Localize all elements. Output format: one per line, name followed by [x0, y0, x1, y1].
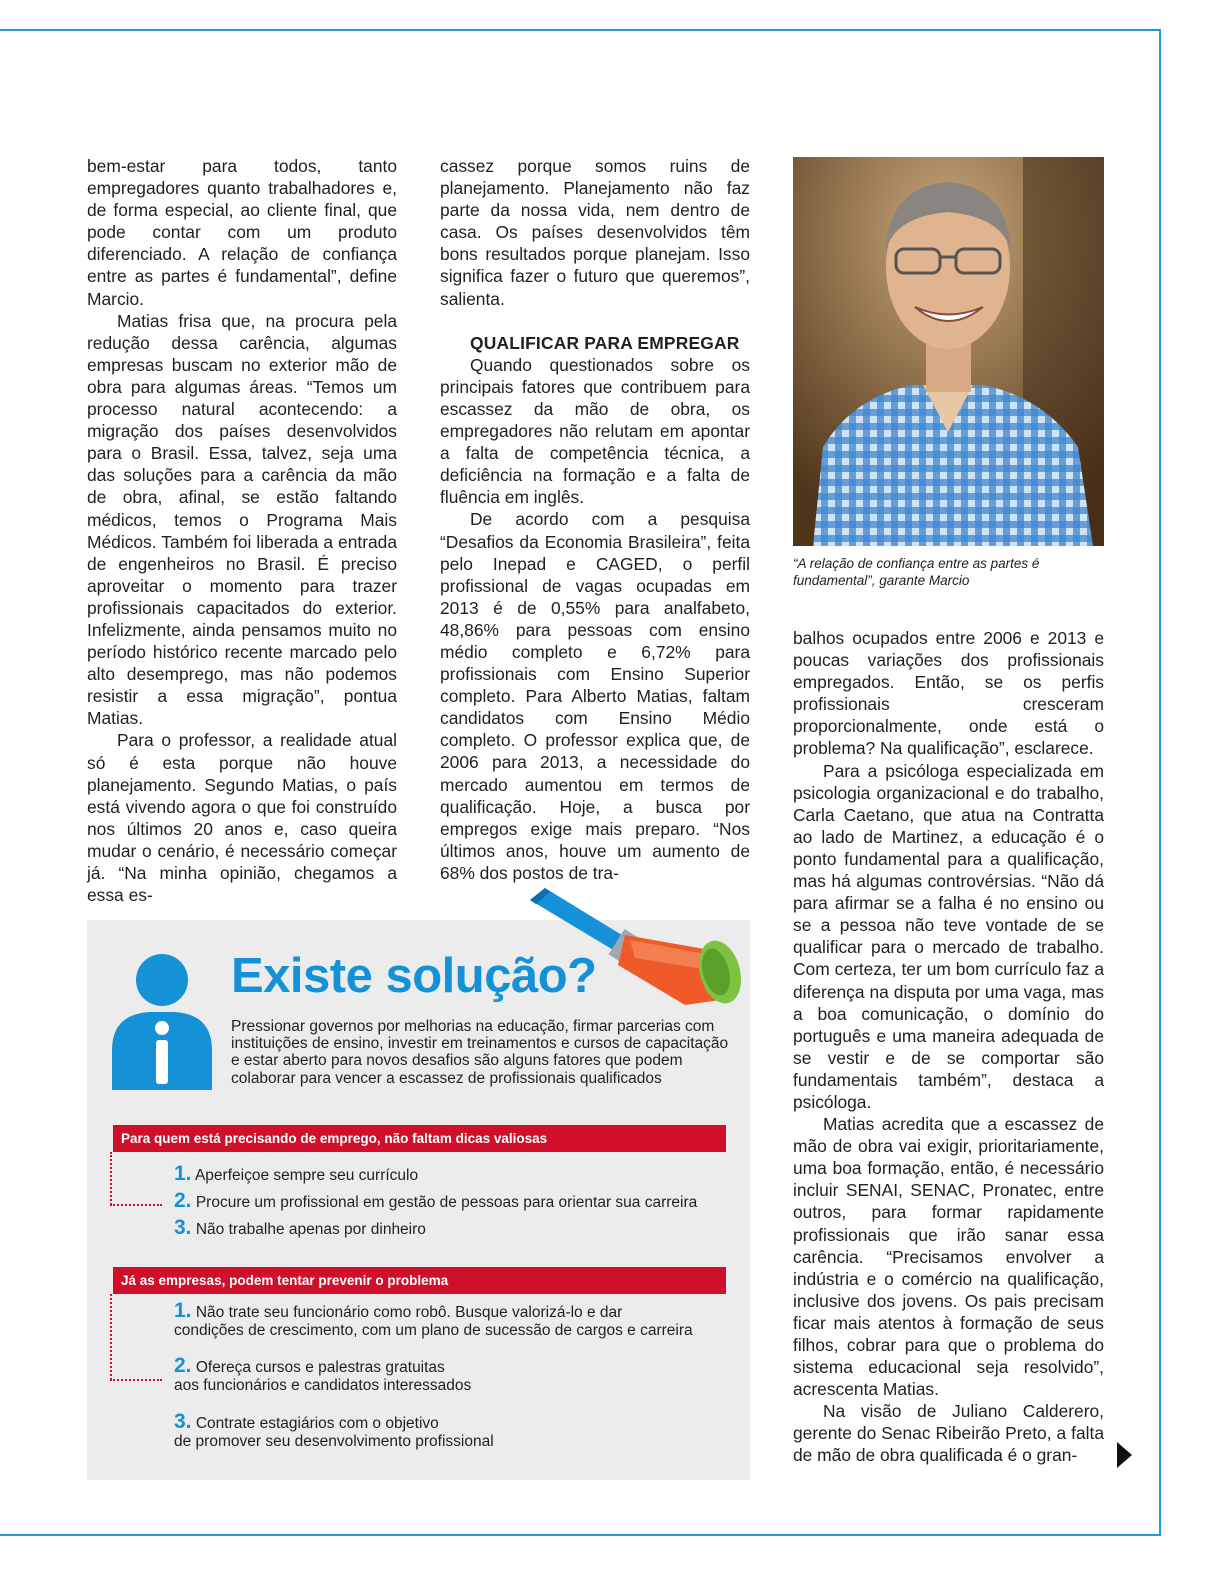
- list-text: Ofereça cursos e palestras gratuitas: [195, 1359, 445, 1376]
- list-item: [174, 1410, 494, 1451]
- paragraph: Quando questionados sobre os principais fatores que contribuem para escassez da mão de obra, os empregadores não relutam em apontar a falta de competência técnica, a deficiência na formação e a falta de fluência em inglês.: [440, 354, 750, 508]
- list-item: [174, 1189, 698, 1212]
- dotted-connector: [110, 1379, 162, 1381]
- paragraph: balhos ocupados entre 2006 e 2013 e poucas variações dos profissionais empregados. Então, se os perfis profissionais cresceram proporcionalmente, onde está o problema? Na qualificação”, esclarece.: [793, 628, 1104, 759]
- dotted-connector: [110, 1152, 112, 1205]
- paragraph: Na visão de Juliano Calderero, gerente do Senac Ribeirão Preto, a falta de mão de obra qualificada é o gran-: [793, 1401, 1104, 1466]
- list-number: 3.: [174, 1410, 192, 1433]
- list-number: 1.: [174, 1162, 192, 1185]
- dotted-connector: [110, 1294, 112, 1380]
- paragraph: De acordo com a pesquisa “Desafios da Economia Brasileira”, feita pelo Inepad e CAGED, o perfil profissional de vagas ocupadas em 2013 é de 0,55% para analfabeto, 48,86% para pessoas com ensino médio completo e 6,72% para profissionais com Ensino Superior completo. Para Alberto Matias, faltam candidatos com Ensino Médio completo. O professor explica que, de 2006 para 2013, a necessidade do mercado aumentou em termos de qualificação. Hoje, a busca por empregos exige mais preparo. “Nos últimos anos, houve um aumento de 68% dos postos de tra-: [440, 509, 750, 883]
- portrait-photo: [793, 157, 1104, 546]
- list-text: Não trabalhe apenas por dinheiro: [195, 1221, 426, 1238]
- article-column-2: [440, 155, 750, 884]
- list-number: 2.: [174, 1189, 192, 1212]
- paragraph: bem-estar para todos, tanto empregadores quanto trabalhadores e, de forma especial, ao cliente final, que pode contar com um produto diferenciado. A relação de confiança entre as partes é fundamental”, define Marcio.: [87, 156, 397, 309]
- list-item: [174, 1299, 693, 1340]
- dotted-connector: [110, 1204, 162, 1206]
- box-title: Existe solução?: [231, 949, 597, 1003]
- paragraph: cassez porque somos ruins de planejamento. Planejamento não faz parte da nossa vida, nem dentro de casa. Os países desenvolvidos têm bons resultados porque planejam. Isso significa fazer o futuro que queremos”, salienta.: [440, 156, 750, 309]
- section-band: Para quem está precisando de emprego, não faltam dicas valiosas: [113, 1125, 726, 1152]
- paragraph: Para o professor, a realidade atual só é esta porque não houve planejamento. Segundo Matias, o país está vivendo agora o que foi construído nos últimos 20 anos e, caso queira mudar o cenário, é necessário começar já. “Na minha opinião, chegamos a essa es-: [87, 730, 397, 906]
- list-text: Procure um profissional em gestão de pessoas para orientar sua carreira: [195, 1194, 698, 1211]
- list-number: 1.: [174, 1299, 192, 1322]
- continue-arrow-icon: [1117, 1442, 1132, 1468]
- box-intro: Pressionar governos por melhorias na educação, firmar parcerias com instituições de ensino, investir em treinamentos e cursos de capacitação e estar aberto para novos desafios são alguns fatores que podem colaborar para vencer a escassez de profissionais qualificados: [231, 1018, 729, 1087]
- paragraph: Para a psicóloga especializada em psicologia organizacional e do trabalho, Carla Caetano, que atua na Contratta ao lado de Martinez, a educação é o ponto fundamental para a qualificação, mas há algumas controvérsias. “Não dá para afirmar se a falha é no ensino ou se a pessoa não teve vontade de se qualificar para o mercado de trabalho. Com certeza, ter um bom currículo faz a diferença na disputa por uma vaga, mas a boa comunicação, o domínio do português e uma maneira adequada de se vestir e de se comportar são fundamentais também”, destaca a psicóloga.: [793, 760, 1104, 1112]
- list-text: Contrate estagiários com o objetivo: [195, 1415, 439, 1432]
- article-column-1: [87, 155, 397, 906]
- list-item: [174, 1162, 419, 1185]
- list-number: 2.: [174, 1354, 192, 1377]
- person-info-icon: [110, 950, 215, 1090]
- paragraph: Matias frisa que, na procura pela redução dessa carência, algumas empresas buscam no exterior mão de obra para algumas áreas. “Temos um processo natural acontecendo: a migração dos países desenvolvidos para o Brasil. Essa, talvez, seja uma das soluções para a carência da mão de obra, afinal, se estão faltando médicos, temos o Programa Mais Médicos. Também foi liberada a entrada de engenheiros no Brasil. É preciso aproveitar o momento para trazer profissionais capacitados do exterior. Infelizmente, ainda pensamos muito no período histórico recente marcado pelo alto desemprego, mas não podemos resistir a essa migração”, pontua Matias.: [87, 310, 397, 729]
- list-text: de promover seu desenvolvimento profissional: [174, 1433, 494, 1450]
- list-text: Não trate seu funcionário como robô. Busque valorizá-lo e dar: [195, 1304, 623, 1321]
- list-number: 3.: [174, 1216, 192, 1239]
- section-band: Já as empresas, podem tentar prevenir o problema: [113, 1267, 726, 1294]
- paragraph: Matias acredita que a escassez de mão de obra vai exigir, prioritariamente, uma boa formação, então, é necessário incluir SENAI, SENAC, Pronatec, entre outros, para formar rapidamente profissionais que irão sanar essa carência. “Precisamos envolver a indústria e o comércio na qualificação, inclusive dos jovens. Os pais precisam ficar mais atentos à formação de seus filhos, cobrar para que o problema do sistema educacional seja resolvido”, acrescenta Matias.: [793, 1114, 1104, 1400]
- list-item: [174, 1354, 472, 1395]
- list-text: condições de crescimento, com um plano de sucessão de cargos e carreira: [174, 1322, 693, 1339]
- list-text: Aperfeiçoe sempre seu currículo: [194, 1167, 419, 1184]
- section-heading: QUALIFICAR PARA EMPREGAR: [470, 332, 740, 353]
- list-item: [174, 1216, 426, 1239]
- portrait-illustration: [793, 157, 1104, 546]
- article-column-3: [793, 627, 1104, 1467]
- list-text: aos funcionários e candidatos interessados: [174, 1377, 472, 1394]
- photo-caption: “A relação de confiança entre as partes é fundamental”, garante Marcio: [793, 556, 1040, 588]
